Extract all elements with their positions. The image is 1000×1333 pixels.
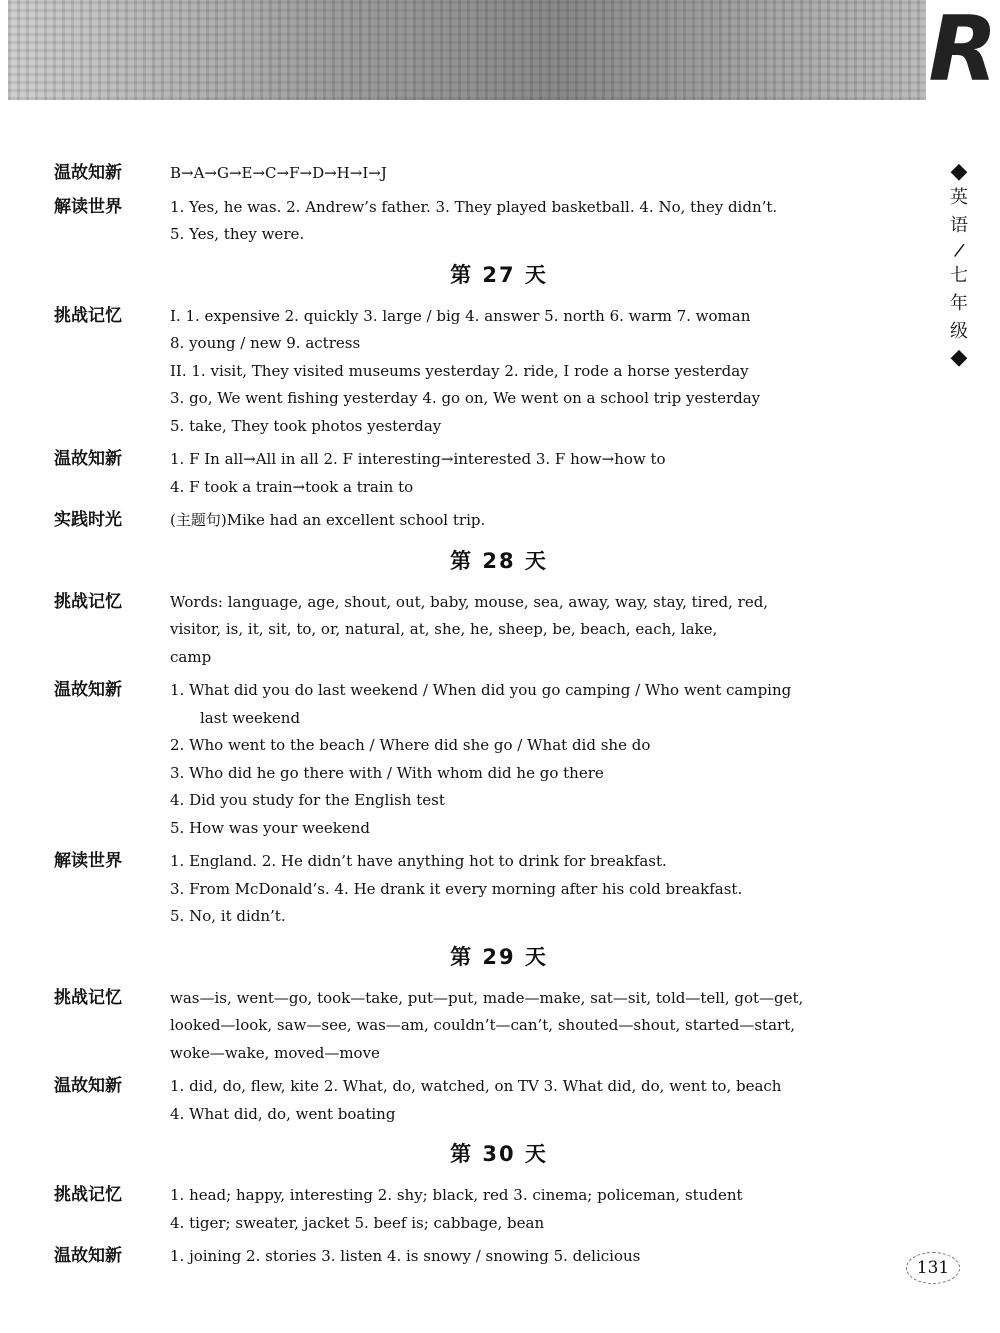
section-answers	[170, 1073, 904, 1128]
answer-line: was—is, went—go, took—take, put—put, made—make, sat—sit, told—tell, got—get,	[170, 988, 804, 1007]
answer-section	[54, 677, 904, 842]
section-answers	[170, 1243, 904, 1271]
section-answers	[170, 303, 904, 441]
day-heading: 第 27 天	[450, 262, 548, 287]
answer-line: 4. Did you study for the English test	[170, 791, 445, 809]
section-answers	[170, 985, 904, 1068]
answer-section	[54, 1073, 904, 1128]
answer-line: 5. How was your weekend	[170, 818, 370, 837]
answer-line: 1. Yes, he was. 2. Andrew’s father. 3. They played basketball. 4. No, they didn’t.	[170, 197, 778, 216]
section-tag: 温故知新	[54, 1246, 122, 1266]
section-tag: 解读世界	[54, 851, 122, 871]
answer-line: woke—wake, moved—move	[170, 1043, 380, 1062]
day-heading: 第 28 天	[450, 548, 548, 573]
answer-line: visitor, is, it, sit, to, or, natural, at, she, he, sheep, be, beach, each, lake,	[170, 620, 718, 638]
answer-section	[54, 848, 904, 931]
answer-line: 4. F took a train→took a train to	[170, 477, 414, 496]
answer-line: 1. head; happy, interesting 2. shy; black, red 3. cinema; policeman, student	[170, 1186, 743, 1204]
answer-line: camp	[170, 647, 212, 666]
answer-line: B→A→G→E→C→F→D→H→I→J	[170, 164, 387, 182]
side-subject-label	[944, 160, 974, 370]
answer-line: 8. young / new 9. actress	[170, 334, 361, 352]
answer-line: 4. What did, do, went boating	[170, 1104, 396, 1123]
side-subject-char: 语	[950, 215, 968, 236]
side-separator: /	[952, 239, 966, 262]
section-tag: 挑战记忆	[54, 1185, 122, 1205]
answer-line: 5. Yes, they were.	[170, 225, 305, 243]
page-number: 131	[906, 1252, 960, 1284]
answer-line: 2. Who went to the beach / Where did she go / What did she do	[170, 736, 651, 754]
section-answers	[170, 446, 904, 501]
answer-line: II. 1. visit, They visited museums yesterday 2. ride, I rode a horse yesterday	[170, 361, 749, 380]
answer-section	[54, 1182, 904, 1237]
section-answers	[170, 507, 904, 535]
section-tag: 挑战记忆	[54, 987, 122, 1008]
answer-line: 3. Who did he go there with / With whom did he go there	[170, 763, 604, 782]
section-answers	[170, 589, 904, 672]
answer-line: 1. did, do, flew, kite 2. What, do, watched, on TV 3. What did, do, went to, beach	[170, 1077, 782, 1095]
answer-section	[54, 507, 904, 535]
answer-line: 5. No, it didn’t.	[170, 907, 286, 925]
section-answers	[170, 1182, 904, 1237]
answer-section	[54, 160, 904, 188]
day-heading: 第 30 天	[450, 1142, 548, 1166]
answer-line: 1. What did you do last weekend / When did you go camping / Who went camping	[170, 681, 792, 699]
side-grade-char: 级	[950, 321, 968, 342]
answer-line: I. 1. expensive 2. quickly 3. large / big 4. answer 5. north 6. warm 7. woman	[170, 306, 751, 325]
header-texture-band	[8, 0, 926, 100]
answer-line: 1. England. 2. He didn’t have anything hot to drink for breakfast.	[170, 852, 667, 870]
side-grade-char: 年	[950, 293, 968, 314]
section-tag: 温故知新	[54, 1076, 122, 1096]
answer-line: 3. go, We went fishing yesterday 4. go on, We went on a school trip yesterday	[170, 389, 761, 407]
section-tag: 挑战记忆	[54, 305, 122, 326]
answer-line: 3. From McDonald’s. 4. He drank it every morning after his cold breakfast.	[170, 879, 743, 898]
answer-key-content	[54, 160, 904, 1277]
day-heading: 第 29 天	[450, 944, 548, 969]
section-tag: 温故知新	[54, 680, 122, 700]
diamond-icon: ◆	[950, 345, 968, 370]
answer-line: last weekend	[200, 708, 301, 727]
section-answers	[170, 194, 904, 249]
answer-line: 1. joining 2. stories 3. listen 4. is snowy / snowing 5. delicious	[170, 1247, 641, 1265]
answer-line: looked—look, saw—see, was—am, couldn’t—can’t, shouted—shout, started—start,	[170, 1016, 795, 1034]
section-tag: 实践时光	[54, 510, 122, 530]
answer-section	[54, 446, 904, 501]
side-grade-char: 七	[950, 265, 968, 286]
answer-line: 4. tiger; sweater, jacket 5. beef is; cabbage, bean	[170, 1213, 545, 1232]
answer-section	[54, 194, 904, 249]
section-answers	[170, 677, 904, 842]
section-letter-logo: R	[928, 0, 998, 102]
diamond-icon: ◆	[950, 159, 968, 184]
answer-section	[54, 303, 904, 441]
answer-line: 5. take, They took photos yesterday	[170, 416, 442, 435]
answer-line: 1. F In all→All in all 2. F interesting→interested 3. F how→how to	[170, 450, 666, 468]
side-subject-char: 英	[950, 187, 968, 208]
section-answers	[170, 848, 904, 931]
section-tag: 温故知新	[54, 449, 122, 469]
answer-section	[54, 589, 904, 672]
section-tag: 解读世界	[54, 196, 122, 217]
section-tag: 挑战记忆	[54, 591, 122, 612]
answer-line: (主题句)Mike had an excellent school trip.	[170, 511, 486, 529]
answer-section	[54, 1243, 904, 1271]
section-tag: 温故知新	[54, 163, 122, 183]
answer-section	[54, 985, 904, 1068]
section-answers	[170, 160, 904, 188]
answer-line: Words: language, age, shout, out, baby, mouse, sea, away, way, stay, tired, red,	[170, 592, 769, 611]
